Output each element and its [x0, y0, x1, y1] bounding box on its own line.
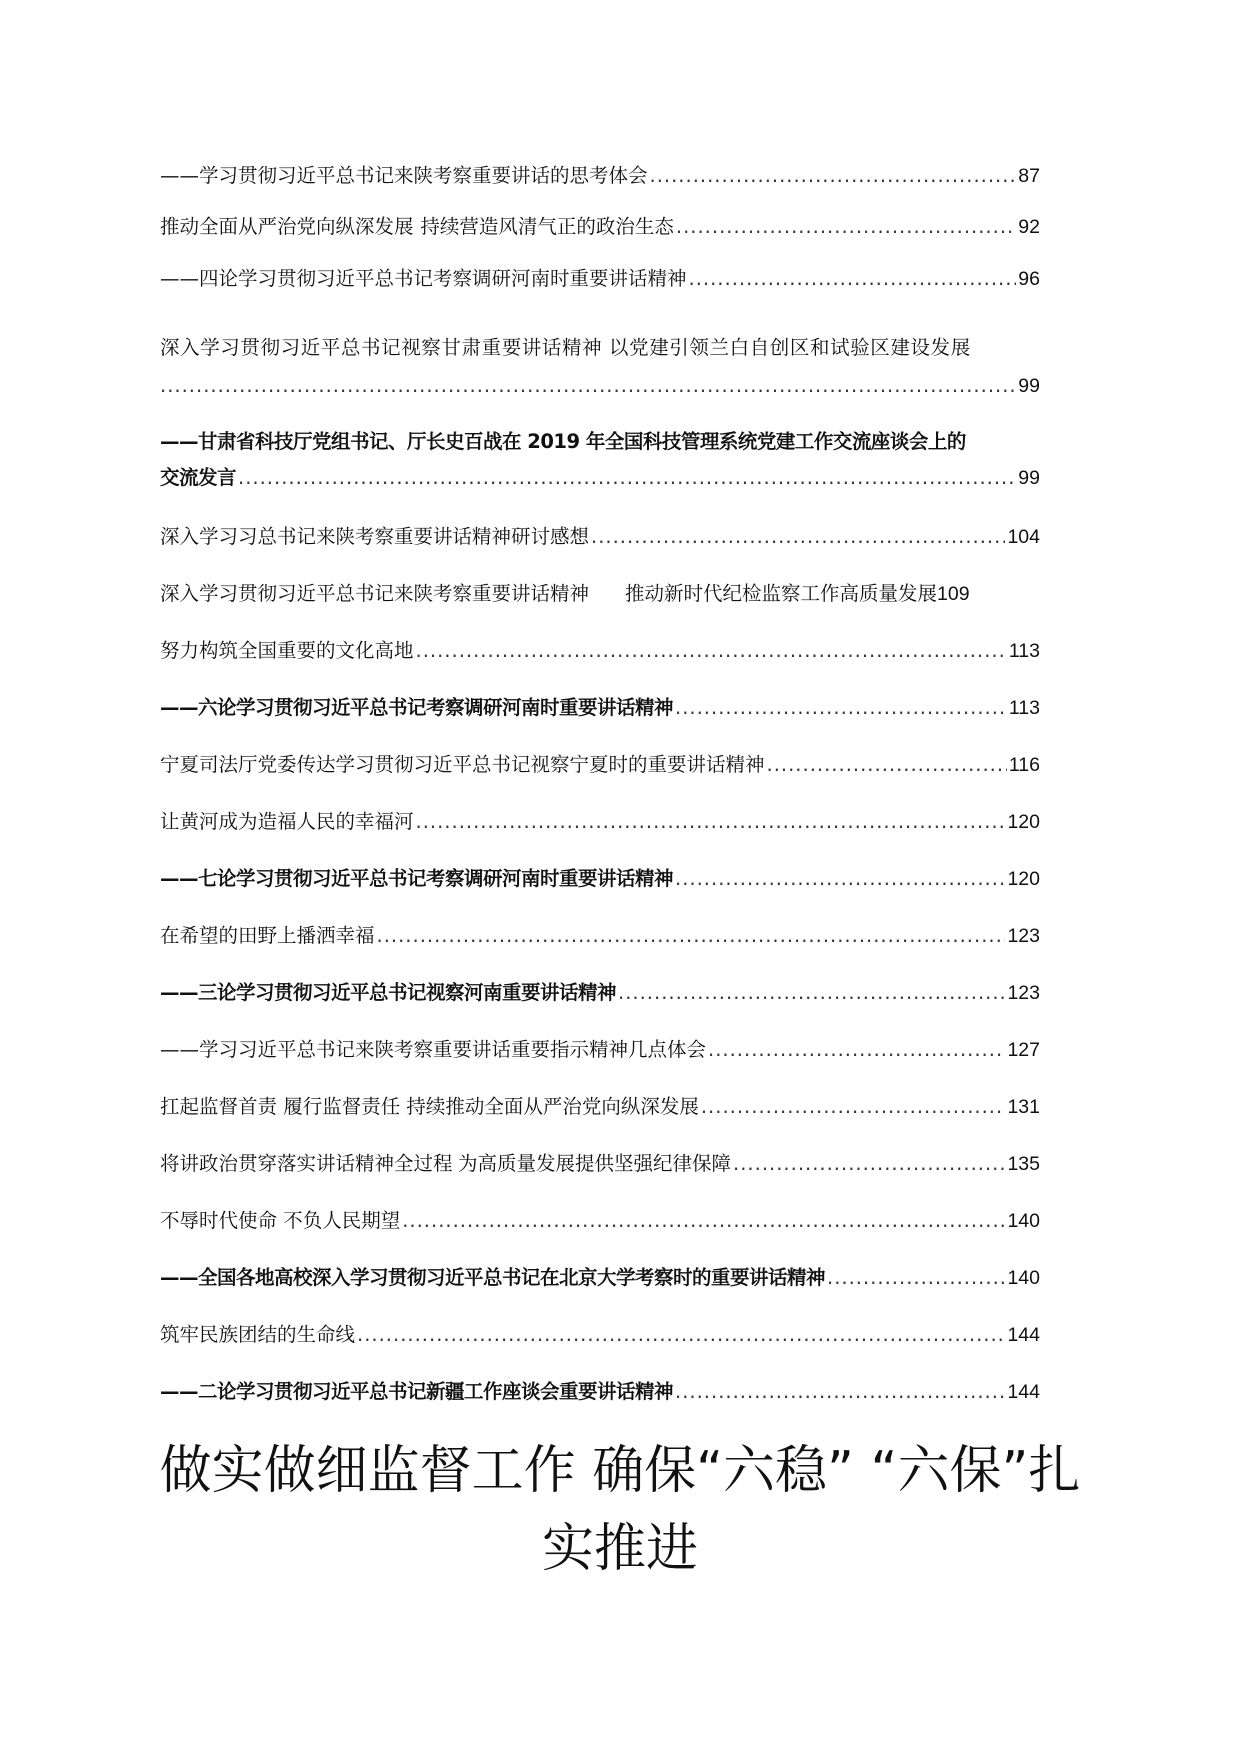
toc-page-number: 120	[1007, 868, 1040, 890]
toc-page-number: 96	[1018, 268, 1040, 290]
toc-leader-dots	[416, 636, 1007, 666]
toc-entry-title: 深入学习贯彻习近平总书记视察甘肃重要讲话精神 以党建引领兰白自创区和试验区建设发展	[160, 336, 971, 359]
toc-entry[interactable]	[160, 1377, 1040, 1407]
toc-page-number: 131	[1007, 1096, 1040, 1118]
toc-leader-dots	[767, 750, 1007, 780]
toc-leader-dots	[591, 522, 1005, 552]
toc-entry[interactable]	[160, 427, 1040, 493]
toc-leader-dots	[733, 1149, 1005, 1179]
toc-entry-title: ——甘肃省科技厅党组书记、厅长史百战在 2019 年全国科技管理系统党建工作交流座谈会上的	[160, 430, 966, 453]
toc-entry-title: 筑牢民族团结的生命线	[160, 1323, 356, 1346]
toc-entry-title: 扛起监督首责 履行监督责任	[160, 1095, 401, 1118]
toc-entry[interactable]	[160, 921, 1040, 951]
toc-entry[interactable]	[160, 978, 1040, 1008]
toc-leader-dots	[377, 921, 1006, 951]
toc-entry-title: 将讲政治贯穿落实讲话精神全过程	[160, 1152, 453, 1175]
toc-page-number: 92	[1018, 216, 1040, 238]
toc-page-number: 87	[1018, 165, 1040, 187]
toc-entry[interactable]	[160, 1149, 1040, 1179]
toc-entry[interactable]	[160, 264, 1040, 294]
toc-leader-dots	[675, 864, 1005, 894]
toc-entry-title: ——四论学习贯彻习近平总书记考察调研河南时重要讲话精神	[160, 267, 687, 290]
toc-entry[interactable]	[160, 522, 1040, 552]
toc-entry-title: ——三论学习贯彻习近平总书记视察河南重要讲话精神	[160, 981, 617, 1004]
toc-entry-title: 推动全面从严治党向纵深发展	[160, 215, 414, 238]
toc-entry-title: 深入学习贯彻习近平总书记来陕考察重要讲话精神	[160, 582, 590, 605]
toc-entry[interactable]	[160, 864, 1040, 894]
toc-entry[interactable]	[160, 212, 1040, 242]
toc-leader-dots	[618, 978, 1005, 1008]
toc-entry[interactable]	[160, 1206, 1040, 1236]
toc-page-number: 104	[1007, 526, 1040, 548]
toc-entry-subtitle: 推动新时代纪检监察工作高质量发展	[625, 582, 938, 605]
toc-entry-title: 深入学习习总书记来陕考察重要讲话精神研讨感想	[160, 525, 590, 548]
toc-entry[interactable]	[160, 333, 1040, 401]
toc-entry-title: ——六论学习贯彻习近平总书记考察调研河南时重要讲话精神	[160, 696, 674, 719]
toc-leader-dots	[160, 371, 1016, 401]
toc-entry-title: 让黄河成为造福人民的幸福河	[160, 810, 414, 833]
toc-entry-subtitle: 为高质量发展提供坚强纪律保障	[458, 1152, 732, 1175]
toc-entry-title: 努力构筑全国重要的文化高地	[160, 639, 414, 662]
toc-entry[interactable]	[160, 807, 1040, 837]
toc-page-number: 144	[1007, 1324, 1040, 1346]
toc-leader-dots	[357, 1320, 1005, 1350]
toc-entry[interactable]	[160, 1035, 1040, 1065]
toc-entry[interactable]	[160, 1263, 1040, 1293]
toc-leader-dots	[827, 1263, 1005, 1293]
toc-entry-title: ——学习贯彻习近平总书记来陕考察重要讲话的思考体会	[160, 164, 648, 187]
toc-entry-subtitle: 持续营造风清气正的政治生态	[420, 215, 674, 238]
toc-entry-title: 在希望的田野上播洒幸福	[160, 924, 375, 947]
toc-page-number: 140	[1007, 1267, 1040, 1289]
toc-leader-dots	[708, 1035, 1005, 1065]
toc-entry[interactable]	[160, 579, 1040, 609]
toc-page-number: 135	[1007, 1153, 1040, 1175]
toc-leader-dots	[675, 1377, 1005, 1407]
toc-entry[interactable]	[160, 636, 1040, 666]
toc-leader-dots	[701, 1092, 1006, 1122]
toc-page-number: 109	[937, 583, 970, 605]
toc-page-number: 144	[1007, 1381, 1040, 1403]
article-heading-line1: 做实做细监督工作 确保“六稳” “六保”扎	[159, 1441, 1081, 1501]
toc-entry-title: 宁夏司法厅党委传达学习贯彻习近平总书记视察宁夏时的重要讲话精神	[160, 753, 765, 776]
article-heading-line2: 实推进	[541, 1519, 698, 1579]
toc-leader-dots	[689, 264, 1017, 294]
toc-page-number: 123	[1007, 925, 1040, 947]
toc-entry[interactable]	[160, 750, 1040, 780]
toc-leader-dots	[238, 463, 1016, 493]
toc-leader-dots	[650, 161, 1017, 191]
toc-entry-title: ——全国各地高校深入学习贯彻习近平总书记在北京大学考察时的重要讲话精神	[160, 1266, 826, 1289]
toc-entry-title: ——七论学习贯彻习近平总书记考察调研河南时重要讲话精神	[160, 867, 674, 890]
toc-page-number: 99	[1018, 375, 1040, 397]
toc-leader-dots	[416, 807, 1006, 837]
toc-page-number: 113	[1008, 640, 1040, 662]
toc-entry[interactable]	[160, 1320, 1040, 1350]
toc-entry[interactable]	[160, 161, 1040, 191]
toc-entry-title-cont: 交流发言	[160, 466, 237, 489]
toc-page-number: 123	[1007, 982, 1040, 1004]
toc-entry[interactable]	[160, 1092, 1040, 1122]
toc-entry-subtitle: 持续推动全面从严治党向纵深发展	[406, 1095, 699, 1118]
toc-entry-title: ——二论学习贯彻习近平总书记新疆工作座谈会重要讲话精神	[160, 1380, 674, 1403]
toc-page-number: 140	[1007, 1210, 1040, 1232]
article-heading	[150, 1432, 1090, 1588]
toc-page-number: 99	[1018, 467, 1040, 489]
toc-leader-dots	[402, 1206, 1005, 1236]
toc-entry-title: 不辱时代使命 不负人民期望	[160, 1209, 401, 1232]
toc-page-number: 120	[1007, 811, 1040, 833]
toc-leader-dots	[675, 693, 1007, 723]
toc-leader-dots	[676, 212, 1016, 242]
toc-page-number: 127	[1007, 1039, 1040, 1061]
toc-page-number: 113	[1008, 697, 1040, 719]
toc-entry[interactable]	[160, 693, 1040, 723]
toc-page-number: 116	[1008, 754, 1040, 776]
toc-entry-title: ——学习习近平总书记来陕考察重要讲话重要指示精神几点体会	[160, 1038, 707, 1061]
